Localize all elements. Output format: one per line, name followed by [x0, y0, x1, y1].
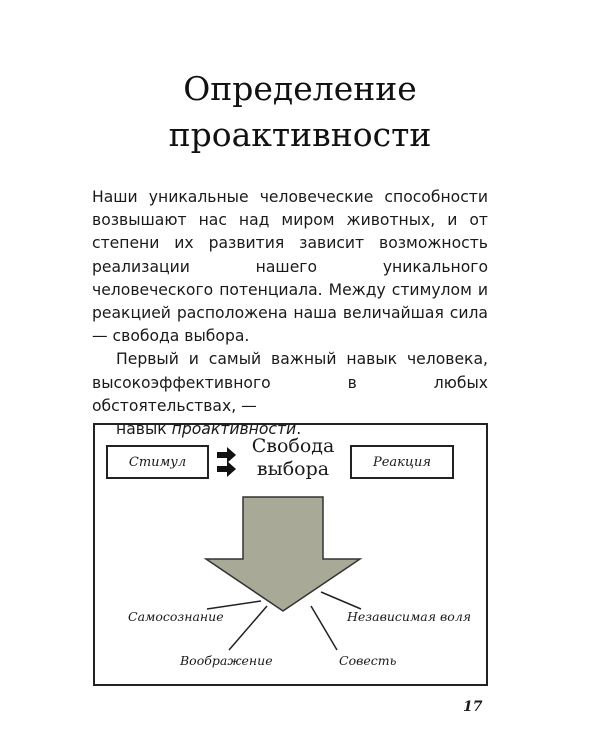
freedom-of-choice-label	[241, 435, 345, 481]
choice-arrow-icon	[206, 497, 360, 611]
connector-line-imagination	[229, 606, 267, 650]
conscience-label: Совесть	[339, 653, 397, 668]
connector-line-independent-will	[321, 592, 361, 609]
body-text	[92, 186, 488, 441]
paragraph-2-emphasis: проактивности	[171, 420, 297, 439]
paragraph-2-prefix: навык	[116, 420, 172, 439]
title-line-2: проактивности	[168, 115, 432, 154]
self-awareness-label: Самосознание	[128, 609, 224, 624]
page-title	[0, 66, 600, 158]
stimulus-box: Стимул	[106, 445, 209, 479]
imagination-label: Воображение	[180, 653, 273, 668]
freedom-line-1: Свобода	[251, 435, 335, 457]
paragraph-2-suffix: .	[296, 420, 302, 439]
connector-line-self-awareness	[207, 601, 261, 609]
proactivity-diagram	[93, 423, 488, 686]
connector-line-conscience	[311, 606, 337, 650]
response-box: Реакция	[350, 445, 454, 479]
freedom-line-2: выбора	[256, 458, 330, 480]
page-number: 17	[463, 699, 483, 715]
independent-will-label: Независимая воля	[347, 609, 472, 624]
double-arrow-icon	[215, 445, 239, 481]
title-line-1: Определение	[183, 69, 417, 108]
paragraph-1: Наши уникальные человеческие способности возвышают нас над миром животных, и от степени их развития зависит возможность реализации нашего уникального человеческого потенциала. Между стимулом и реакцией расположена наша величайшая сила — свобода выбора.	[92, 188, 488, 346]
paragraph-2-text: Первый и самый важный навык человека, высокоэффективного в любых обстоятельствах, —	[92, 350, 488, 415]
